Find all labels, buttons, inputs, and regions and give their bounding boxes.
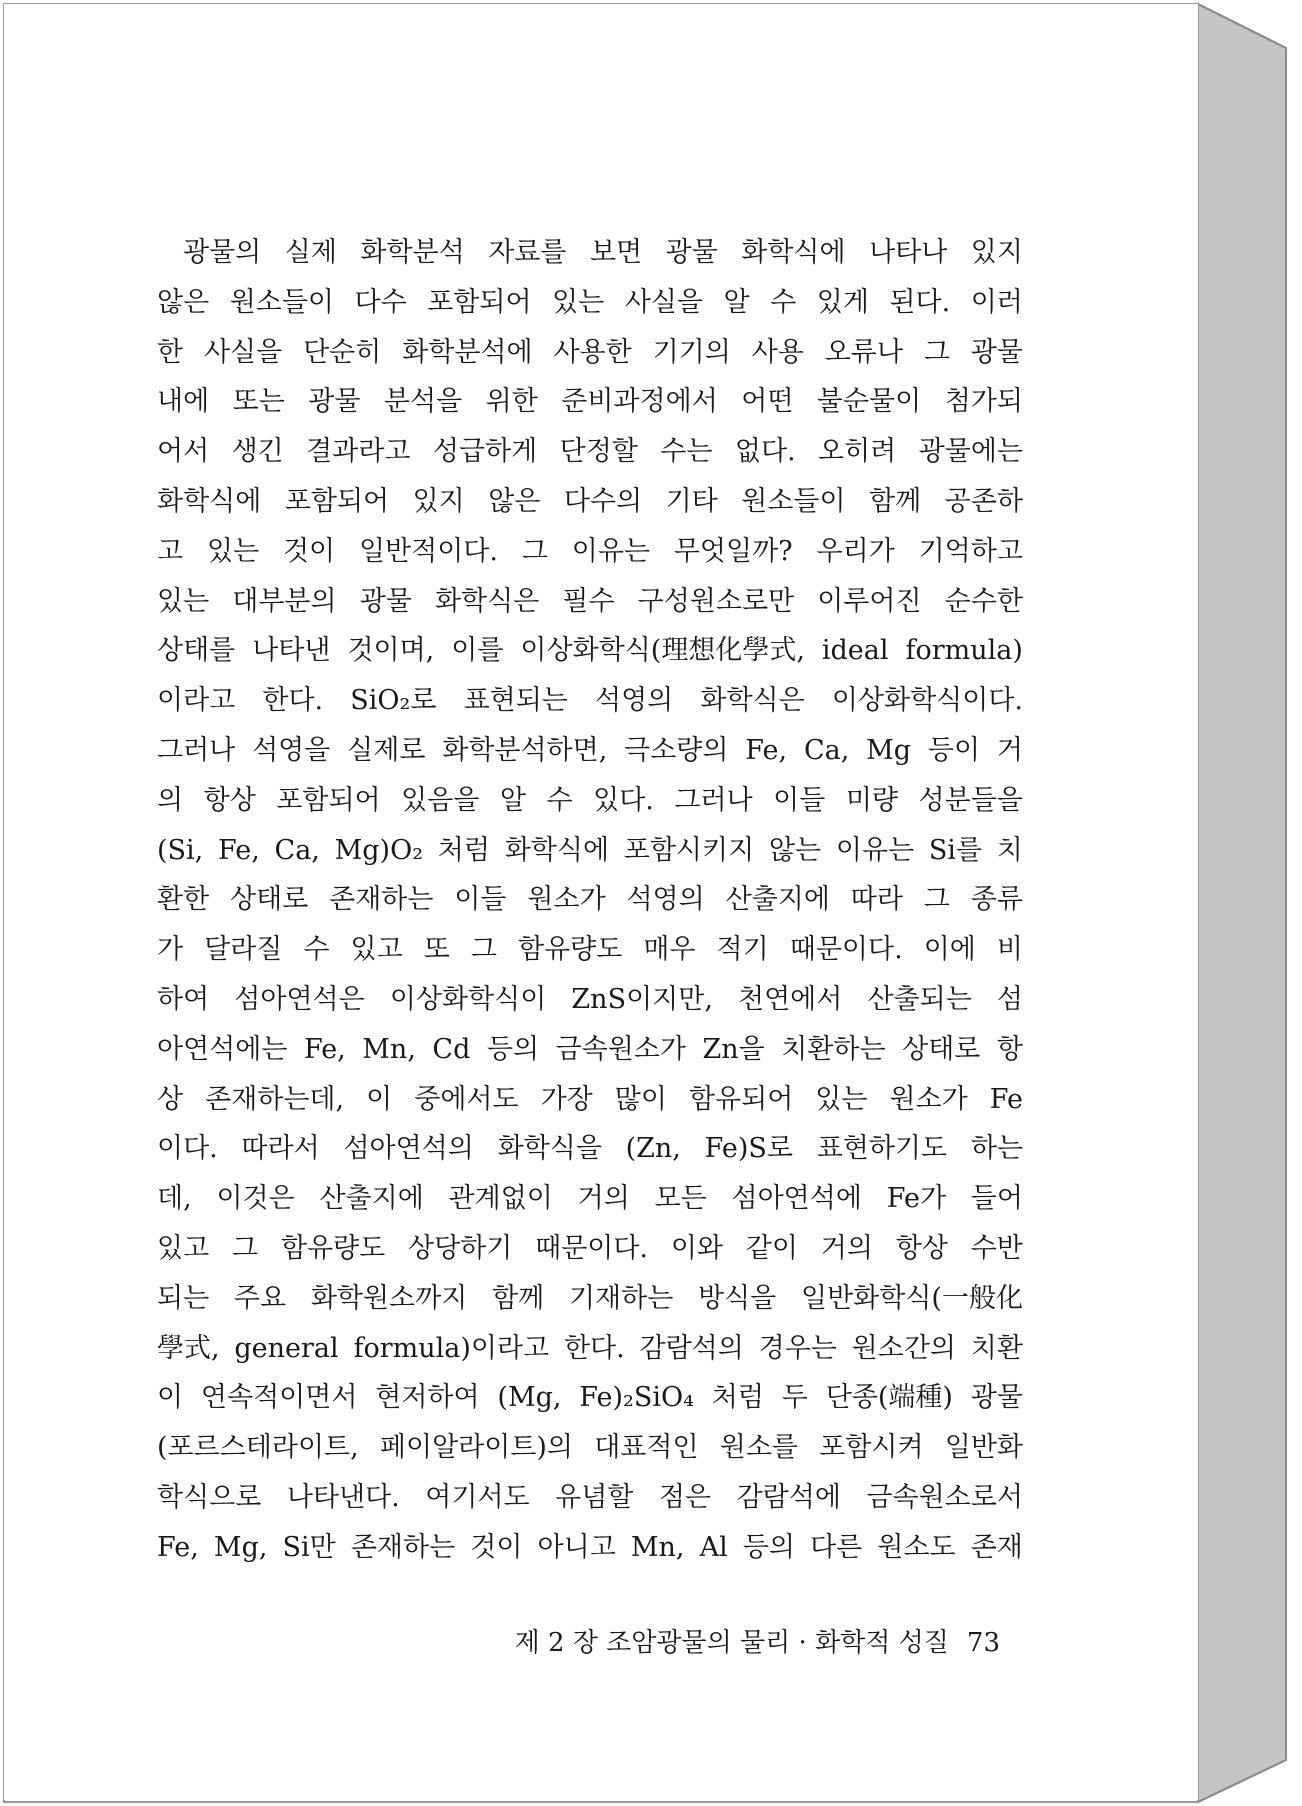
text-line: 데, 이것은 산출지에 관계없이 거의 모든 섬아연석에 Fe가 들어 <box>157 1183 1023 1215</box>
text-line: Fe, Mg, Si만 존재하는 것이 아니고 Mn, Al 등의 다른 원소도 존재 <box>157 1531 1023 1563</box>
text-line: 상태를 나타낸 것이며, 이를 이상화학식(理想化學式, ideal formula) <box>157 635 1023 667</box>
text-line: 내에 또는 광물 분석을 위한 준비과정에서 어떤 불순물이 첨가되 <box>157 386 1023 418</box>
text-line: (Si, Fe, Ca, Mg)O₂ 처럼 화학식에 포함시키지 않는 이유는 Si를 치 <box>157 834 1023 866</box>
text-line: 있는 대부분의 광물 화학식은 필수 구성원소로만 이루어진 순수한 <box>157 585 1023 617</box>
text-line: 한 사실을 단순히 화학분석에 사용한 기기의 사용 오류나 그 광물 <box>157 336 1023 368</box>
text-line: 그러나 석영을 실제로 화학분석하면, 극소량의 Fe, Ca, Mg 등이 거 <box>157 734 1023 766</box>
page-stack-side <box>1198 4 1286 1802</box>
text-line: 환한 상태로 존재하는 이들 원소가 석영의 산출지에 따라 그 종류 <box>157 884 1023 916</box>
page-footer <box>500 1622 1000 1659</box>
text-line: 하여 섬아연석은 이상화학식이 ZnS이지만, 천연에서 산출되는 섬 <box>157 983 1023 1015</box>
text-line: 광물의 실제 화학분석 자료를 보면 광물 화학식에 나타나 있지 <box>183 237 1023 268</box>
text-line: 되는 주요 화학원소까지 함께 기재하는 방식을 일반화학식(一般化 <box>157 1282 1023 1314</box>
text-line: 이다. 따라서 섬아연석의 화학식을 (Zn, Fe)S로 표현하기도 하는 <box>157 1133 1023 1165</box>
text-line: 이 연속적이면서 현저하여 (Mg, Fe)₂SiO₄ 처럼 두 단종(端種) 광물 <box>157 1382 1023 1414</box>
text-line: 學式, general formula)이라고 한다. 감람석의 경우는 원소간의 치환 <box>157 1332 1023 1364</box>
text-line: 가 달라질 수 있고 또 그 함유량도 매우 적기 때문이다. 이에 비 <box>157 934 1023 966</box>
text-line: 의 항상 포함되어 있음을 알 수 있다. 그러나 이들 미량 성분들을 <box>157 784 1023 816</box>
body-paragraph <box>157 228 1023 1573</box>
text-line: 상 존재하는데, 이 중에서도 가장 많이 함유되어 있는 원소가 Fe <box>157 1083 1023 1115</box>
text-line: (포르스테라이트, 페이알라이트)의 대표적인 원소를 포함시켜 일반화 <box>157 1432 1023 1464</box>
text-line: 화학식에 포함되어 있지 않은 다수의 기타 원소들이 함께 공존하 <box>157 485 1023 517</box>
text-line: 학식으로 나타낸다. 여기서도 유념할 점은 감람석에 금속원소로서 <box>157 1481 1023 1513</box>
chapter-title: 제 2 장 조암광물의 물리 · 화학적 성질 <box>514 1628 949 1658</box>
page-number: 73 <box>966 1628 1000 1658</box>
text-line: 않은 원소들이 다수 포함되어 있는 사실을 알 수 있게 된다. 이러 <box>157 286 1023 318</box>
text-line: 어서 생긴 결과라고 성급하게 단정할 수는 없다. 오히려 광물에는 <box>157 436 1023 468</box>
text-line: 고 있는 것이 일반적이다. 그 이유는 무엇일까? 우리가 기억하고 <box>157 535 1023 567</box>
text-line: 있고 그 함유량도 상당하기 때문이다. 이와 같이 거의 항상 수반 <box>157 1232 1023 1264</box>
text-line: 아연석에는 Fe, Mn, Cd 등의 금속원소가 Zn을 치환하는 상태로 항 <box>157 1033 1023 1065</box>
text-line: 이라고 한다. SiO₂로 표현되는 석영의 화학식은 이상화학식이다. <box>157 685 1023 717</box>
